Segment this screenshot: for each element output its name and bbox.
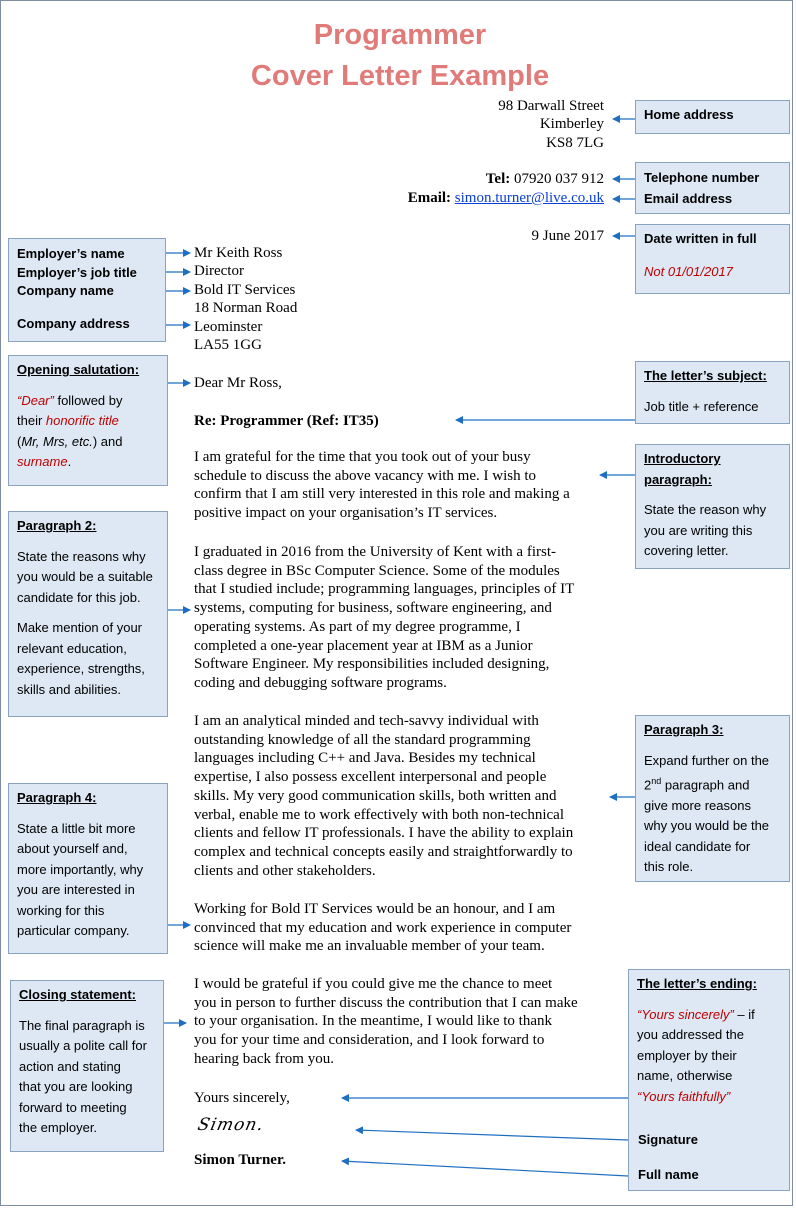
body-line: systems, computing for business, software engineering, and — [194, 600, 552, 617]
annotation-text: State a little bit more — [17, 820, 136, 836]
body-paragraph-1 — [194, 448, 570, 523]
annotation-text: their — [17, 413, 46, 428]
annotation-full-name: Full name — [638, 1167, 699, 1182]
body-line: languages including C++ and Java. Besides my technical — [194, 750, 536, 767]
tel-label: Tel: — [485, 171, 511, 187]
annotation-text: The final paragraph is — [19, 1017, 145, 1033]
annotation-text: nd — [651, 776, 662, 786]
annotation-text: give more reasons — [644, 797, 751, 813]
page-title-line1: Programmer — [313, 19, 487, 51]
annotation-text: Job title + reference — [644, 398, 759, 414]
annotation-text: Opening salutation: — [17, 362, 140, 377]
recipient-line: Bold IT Services — [194, 282, 296, 298]
body-line: I graduated in 2016 from the University of Kent with a first- — [194, 544, 556, 560]
email-link[interactable]: simon.turner@live.co.uk — [454, 190, 604, 206]
annotation-text: “Dear” — [17, 392, 54, 408]
annotation-text: working for this — [17, 902, 105, 918]
email-label: Email: — [407, 190, 452, 206]
body-paragraph-4 — [194, 900, 571, 956]
body-line: to your organisation. In the meantime, I would like to thank — [194, 1013, 552, 1030]
annotation-subject — [635, 361, 790, 424]
annotation-text: Email address — [644, 190, 733, 206]
letter-date: 9 June 2017 — [531, 228, 604, 244]
sender-email — [408, 189, 604, 208]
body-paragraph-2 — [194, 543, 574, 693]
sender-address-line: 98 Darwall Street — [498, 98, 604, 114]
body-paragraph-3 — [194, 712, 573, 880]
body-line: I am grateful for the time that you took out of your busy — [194, 449, 531, 465]
body-line: Working for Bold IT Services would be an honour, and I am — [194, 901, 556, 917]
annotation-text: Expand further on the — [644, 752, 770, 768]
salutation: Dear Mr Ross, — [194, 375, 282, 391]
annotation-paragraph-2 — [8, 511, 168, 717]
annotation-text: The letter’s ending: — [637, 976, 757, 991]
annotation-text: you are interested in — [17, 882, 135, 897]
annotation-text: Employer’s job title — [17, 264, 137, 280]
annotation-text: “Yours sincerely” — [637, 1006, 734, 1022]
body-line: I am an analytical minded and tech-savvy individual with — [194, 713, 539, 729]
sender-address-line: KS8 7LG — [546, 135, 604, 151]
signature: Simon. — [195, 1115, 266, 1135]
annotation-salutation — [8, 355, 168, 486]
annotation-text: Date written in full — [644, 231, 757, 246]
annotation-ending — [628, 969, 790, 1191]
annotation-text: covering letter. — [644, 543, 729, 558]
annotation-text — [17, 432, 159, 453]
body-line: I would be grateful if you could give me the chance to meet — [194, 976, 553, 992]
body-line: outstanding knowledge of all the standard programming — [194, 731, 531, 748]
annotation-text: Make mention of your — [17, 620, 143, 635]
body-line: completed a one-year placement year at IBM as a Junior — [194, 637, 533, 654]
annotation-text: State the reasons why — [17, 548, 146, 564]
sender-address-line: Kimberley — [539, 116, 604, 132]
annotation-paragraph-4 — [8, 783, 168, 954]
body-line: you in person to further discuss the contribution that I can make — [194, 994, 578, 1011]
annotation-text — [17, 452, 159, 473]
body-line: schedule to discuss the above vacancy with me. I wish to — [194, 467, 536, 484]
recipient-line: Mr Keith Ross — [194, 245, 283, 261]
annotation-text: you addressed the — [637, 1027, 744, 1042]
annotation-text: Paragraph 4: — [17, 790, 97, 805]
annotation-text: 2 — [644, 777, 652, 793]
annotation-text: particular company. — [17, 923, 130, 938]
annotation-text: you are writing this — [644, 522, 753, 538]
annotation-closing — [10, 980, 164, 1152]
annotation-text: State the reason why — [644, 502, 767, 517]
annotation-contact — [635, 162, 790, 214]
page-title-line2: Cover Letter Example — [250, 60, 550, 92]
annotation-text: paragraph and — [661, 777, 750, 793]
body-line: coding and debugging software programs. — [194, 674, 447, 691]
annotation-text: . — [67, 454, 72, 469]
annotation-text — [637, 1005, 781, 1026]
annotation-text: Home address — [644, 107, 734, 122]
body-line: clients and other stakeholders. — [194, 862, 376, 879]
subject-line: Re: Programmer (Ref: IT35) — [194, 413, 379, 429]
tel-number: 07920 037 912 — [514, 171, 604, 187]
annotation-text — [17, 411, 159, 432]
annotation-text: experience, strengths, — [17, 661, 145, 676]
body-line: confirm that I am still very interested in this role and making a — [194, 486, 570, 503]
annotation-text: the employer. — [19, 1120, 98, 1135]
annotation-text: Telephone number — [644, 170, 760, 185]
annotation-text: “Yours faithfully” — [637, 1088, 731, 1104]
annotation-text: skills and abilities. — [17, 681, 122, 697]
body-line: operating systems. As part of my degree programme, I — [194, 618, 521, 635]
body-line: positive impact on your organisation’s IT services. — [194, 505, 498, 522]
annotation-text: surname — [17, 454, 68, 469]
annotation-text: Mr, Mrs, etc. — [21, 433, 93, 449]
annotation-text: Not 01/01/2017 — [644, 263, 733, 279]
recipient-line: 18 Norman Road — [194, 300, 298, 316]
body-paragraph-5 — [194, 975, 578, 1069]
body-line: complex and technical concepts easily and straightforwardly to — [194, 843, 573, 860]
body-line: verbal, enable me to work effectively with both non-technical — [194, 806, 565, 823]
recipient-line: Director — [194, 263, 244, 279]
full-name: Simon Turner. — [194, 1152, 286, 1168]
annotation-text: ideal candidate for — [644, 838, 751, 854]
sender-telephone — [486, 170, 604, 189]
annotation-text: usually a polite call for — [19, 1038, 147, 1053]
annotation-text: relevant education, — [17, 640, 127, 656]
annotation-signature: Signature — [638, 1132, 698, 1147]
annotation-text: about yourself and, — [17, 841, 128, 856]
annotation-date — [635, 224, 790, 294]
annotation-text — [644, 771, 781, 796]
annotation-text: Paragraph 3: — [644, 722, 724, 737]
annotation-text: paragraph: — [644, 471, 712, 487]
body-line: hearing back from you. — [194, 1050, 334, 1067]
annotation-text: The letter’s subject: — [644, 368, 767, 383]
recipient-line: Leominster — [194, 319, 263, 335]
annotation-text: followed by — [53, 392, 123, 408]
annotation-text: ( — [17, 433, 22, 449]
annotation-text: ) and — [92, 433, 123, 449]
annotation-text: employer by their — [637, 1047, 737, 1063]
body-line: convinced that my education and work experience in computer — [194, 919, 572, 936]
annotation-text: Introductory — [644, 451, 721, 466]
annotation-employer — [8, 238, 166, 342]
body-line: class degree in BSc Computer Science. Some of the modules — [194, 562, 560, 579]
annotation-text: Paragraph 2: — [17, 518, 97, 533]
annotation-text — [17, 391, 159, 412]
annotation-text: honorific title — [45, 413, 119, 428]
annotation-paragraph-3 — [635, 715, 790, 882]
body-line: skills. My very good communication skills, both written and — [194, 787, 557, 804]
recipient-line: LA55 1GG — [194, 337, 262, 353]
annotation-text: this role. — [644, 859, 694, 875]
annotation-text: Closing statement: — [19, 987, 137, 1002]
annotation-text: you would be a suitable — [17, 569, 153, 584]
annotation-text: Company name — [17, 283, 114, 298]
annotation-text: name, otherwise — [637, 1068, 733, 1083]
annotation-text: action and stating — [19, 1058, 121, 1074]
annotation-text: forward to meeting — [19, 1099, 127, 1115]
annotation-text: that you are looking — [19, 1079, 133, 1094]
body-line: clients and fellow IT professionals. I have the ability to explain — [194, 825, 574, 842]
annotation-text: Company address — [17, 315, 130, 331]
annotation-text: more importantly, why — [17, 861, 144, 877]
closing: Yours sincerely, — [194, 1090, 290, 1106]
body-line: expertise, I also possess excellent interpersonal and people — [194, 769, 547, 786]
body-line: that I studied include; programming languages, principles of IT — [194, 581, 575, 598]
annotation-introductory — [635, 444, 790, 569]
annotation-text: – if — [733, 1006, 755, 1022]
annotation-home-address — [635, 100, 790, 134]
annotation-text: Employer’s name — [17, 246, 125, 261]
annotation-text: candidate for this job. — [17, 589, 141, 605]
body-line: you for your time and consideration, and I look forward to — [194, 1032, 545, 1049]
body-line: science will make me an invaluable member of your team. — [194, 938, 545, 955]
annotation-text: why you would be the — [644, 818, 770, 834]
body-line: Software Engineer. My responsibilities included designing, — [194, 656, 550, 673]
